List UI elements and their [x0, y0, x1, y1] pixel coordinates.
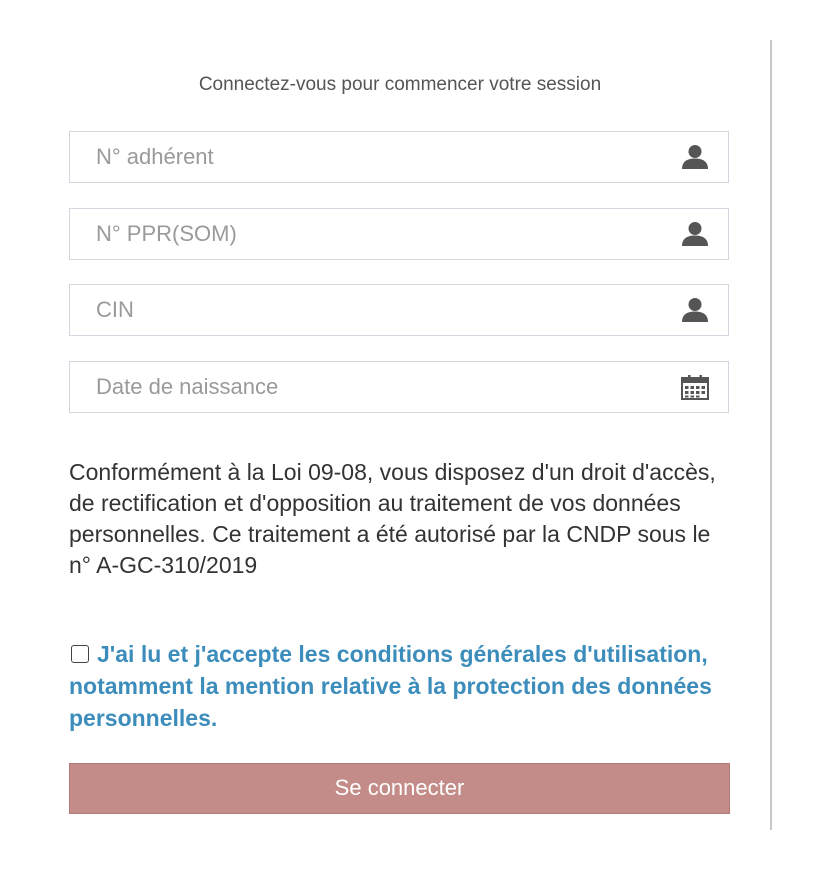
login-button[interactable]: Se connecter [69, 763, 730, 814]
privacy-notice: Conformément à la Loi 09-08, vous disposez d'un droit d'accès, de rectification et d'opposition au traitement de vos données personnelles. Ce traitement a été autorisé par la CNDP sous le n° A-GC-310/2019 [69, 459, 716, 578]
cin-input[interactable] [70, 285, 656, 335]
consent-checkbox[interactable] [71, 645, 89, 663]
login-subtitle: Connectez-vous pour commencer votre session [198, 74, 602, 95]
ppr-number-input[interactable] [70, 209, 656, 259]
ppr-number-field[interactable] [69, 208, 729, 260]
user-icon [680, 297, 710, 323]
member-number-field[interactable] [69, 131, 729, 183]
divider-line [770, 40, 772, 830]
birth-date-input[interactable] [70, 362, 656, 412]
consent-label[interactable]: J'ai lu et j'accepte les conditions générales d'utilisation, notamment la mention relative à la protection des données personnelles. [69, 641, 712, 731]
calendar-icon [680, 374, 710, 400]
user-icon [680, 221, 710, 247]
birth-date-field[interactable] [69, 361, 729, 413]
consent-row [69, 638, 734, 734]
member-number-input[interactable] [70, 132, 656, 182]
user-icon [680, 144, 710, 170]
cin-field[interactable] [69, 284, 729, 336]
